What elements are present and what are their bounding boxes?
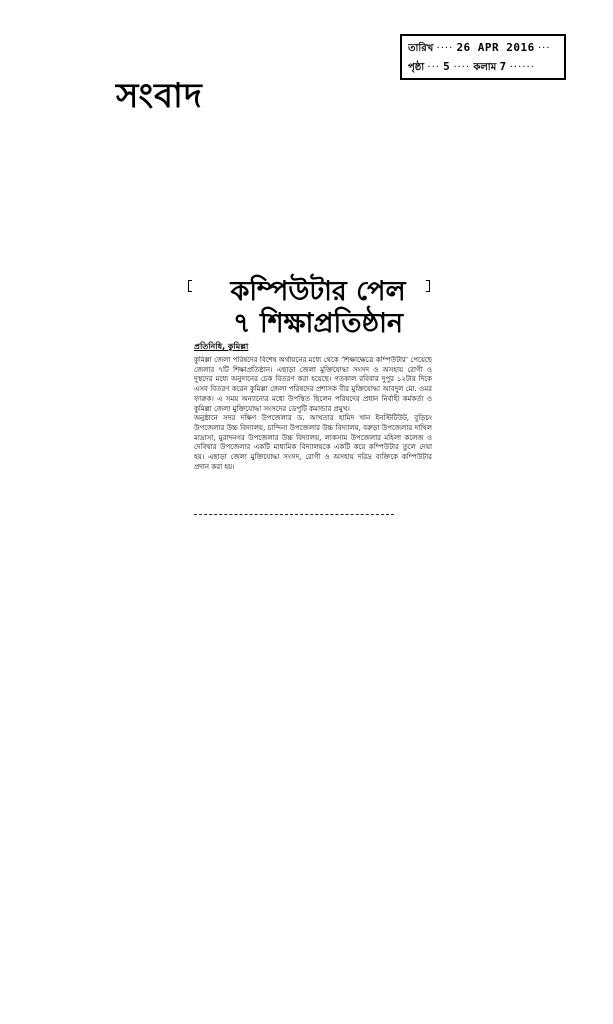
stamp-column-label: কলাম (473, 62, 497, 73)
headline-line-2: ৭ শিক্ষাপ্রতিষ্ঠান (232, 308, 404, 339)
stamp-date-value: 26 APR 2016 (456, 41, 535, 54)
stamp-dots: ······ (509, 62, 535, 73)
stamp-date-label: তারিখ (408, 43, 434, 54)
stamp-dots: ···· (436, 43, 454, 54)
stamp-date-row (408, 39, 558, 58)
article-byline: প্রতিনিধি, কুমিল্লা (194, 342, 249, 351)
article-headline (202, 276, 434, 340)
clipping-cut-edge (194, 514, 394, 515)
date-page-stamp (400, 34, 566, 80)
headline-line-1: কম্পিউটার পেল (230, 276, 406, 307)
stamp-page-row (408, 58, 558, 77)
news-clipping (188, 276, 434, 526)
stamp-page-value: 5 (443, 60, 451, 73)
stamp-dots: ···· (453, 62, 471, 73)
stamp-dots: ··· (427, 62, 440, 73)
article-paragraph: অনুষ্ঠানে সদর দক্ষিণ উপজেলার ড. আখতার হামিদ খান ইনস্টিটিউট, বুড়িচং উপজেলার উচ্চ বিদ্যালয়, চান্দিনা উপজেলার উচ্চ বিদ্যালয়, বরুড়া উপজেলার দাখিল মাদ্রাসা, মুরাদনগর উপজেলার উচ্চ বিদ্যালয়, লাকসাম উপজেলার মহিলা কলেজ ও দেবিদ্বার উপজেলার একটি মাধ্যমিক বিদ্যালয়কে একটি করে কম্পিউটার তুলে দেয়া হয়। এছাড়া জেলা মুক্তিযোদ্ধা সংসদ, রোগী ও অসহায় দরিদ্র ব্যক্তিকে কম্পিউটার প্রদান করা হয়। (194, 414, 432, 471)
stamp-column-value: 7 (499, 60, 507, 73)
article-paragraph: কুমিল্লা জেলা পরিষদের বিশেষ অর্থায়নের মধ্যে থেকে ‘শিক্ষাক্ষেত্রে কম্পিউটার’ পেয়েছে জেলার ৭টি শিক্ষাপ্রতিষ্ঠান। এছাড়া জেলা মুক্তিযোদ্ধা সংসদ ও অসহায় রোগী ও দুস্থদের মধ্যে অনুদানের চেক বিতরণ করা হয়েছে। গতকাল রবিবার দুপুর ১২টার দিকে এসব বিতরণ করেন কুমিল্লা জেলা পরিষদের প্রশাসক বীর মুক্তিযোদ্ধা আবদুল মো. ওমর ফারুক। এ সময় অন্যান্যের মধ্যে উপস্থিত ছিলেন পরিষদের প্রধান নির্বাহী কর্মকর্তা ও কুমিল্লা জেলা মুক্তিযোদ্ধা সংসদের ডেপুটি কমান্ডার প্রমুখ। (194, 356, 432, 413)
article-body (194, 356, 432, 512)
newspaper-name: সংবাদ (116, 76, 203, 116)
headline-bracket-left (188, 280, 192, 292)
stamp-dots: ··· (537, 43, 551, 54)
stamp-page-label: পৃষ্ঠা (408, 62, 425, 73)
